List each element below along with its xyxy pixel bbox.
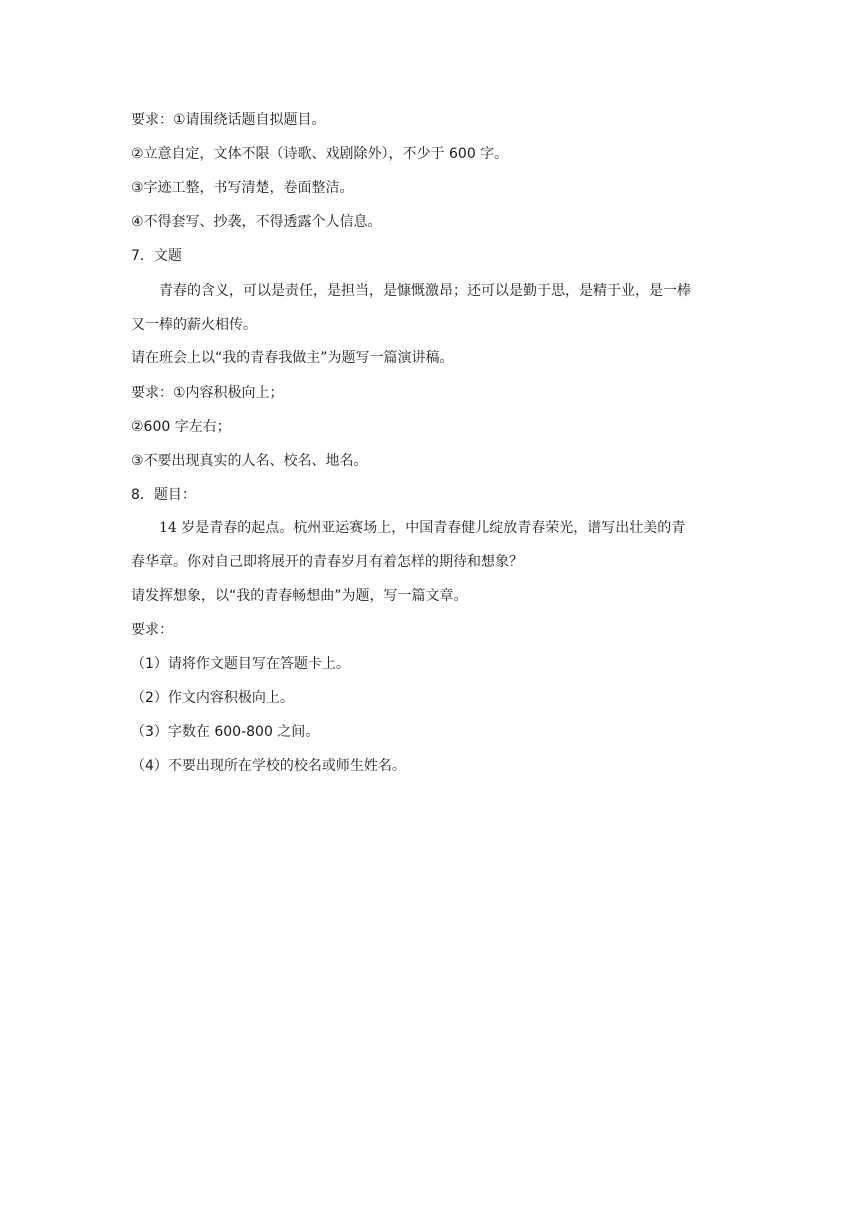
instruction-line: 请在班会上以“我的青春我做主”为题写一篇演讲稿。 (131, 350, 454, 366)
question-heading: 8．题目： (131, 487, 196, 503)
requirement-line: 要求：①内容积极向上； (131, 385, 284, 401)
requirement-line: ③字迹工整，书写清楚，卷面整洁。 (131, 180, 354, 196)
requirement-line: ②600 字左右； (131, 419, 231, 435)
requirement-line: （4）不要出现所在学校的校名或师生姓名。 (131, 758, 406, 774)
requirement-line: ②立意自定，文体不限（诗歌、戏剧除外），不少于 600 字。 (131, 146, 509, 162)
prompt-paragraph-line: 又一棒的薪火相传。 (131, 317, 257, 333)
requirement-line: 要求：①请围绕话题自拟题目。 (131, 112, 326, 128)
question-heading: 7．文题 (131, 248, 182, 264)
requirement-line: ③不要出现真实的人名、校名、地名。 (131, 453, 368, 469)
prompt-paragraph-line: 青春的含义，可以是责任，是担当，是慷慨激昂；还可以是勤于思，是精于业，是一棒 (159, 283, 691, 299)
requirement-line: （3）字数在 600-800 之间。 (131, 724, 320, 740)
requirement-line: ④不得套写、抄袭，不得透露个人信息。 (131, 214, 382, 230)
requirement-heading: 要求： (131, 622, 173, 638)
instruction-line: 请发挥想象，以“我的青春畅想曲”为题，写一篇文章。 (131, 588, 468, 604)
prompt-paragraph-line: 14 岁是青春的起点。杭州亚运赛场上，中国青春健儿绽放青春荣光，谱写出壮美的青 (159, 520, 686, 536)
requirement-line: （2）作文内容积极向上。 (131, 690, 294, 706)
prompt-paragraph-line: 春华章。你对自己即将展开的青春岁月有着怎样的期待和想象？ (131, 554, 523, 570)
requirement-line: （1）请将作文题目写在答题卡上。 (131, 656, 350, 672)
